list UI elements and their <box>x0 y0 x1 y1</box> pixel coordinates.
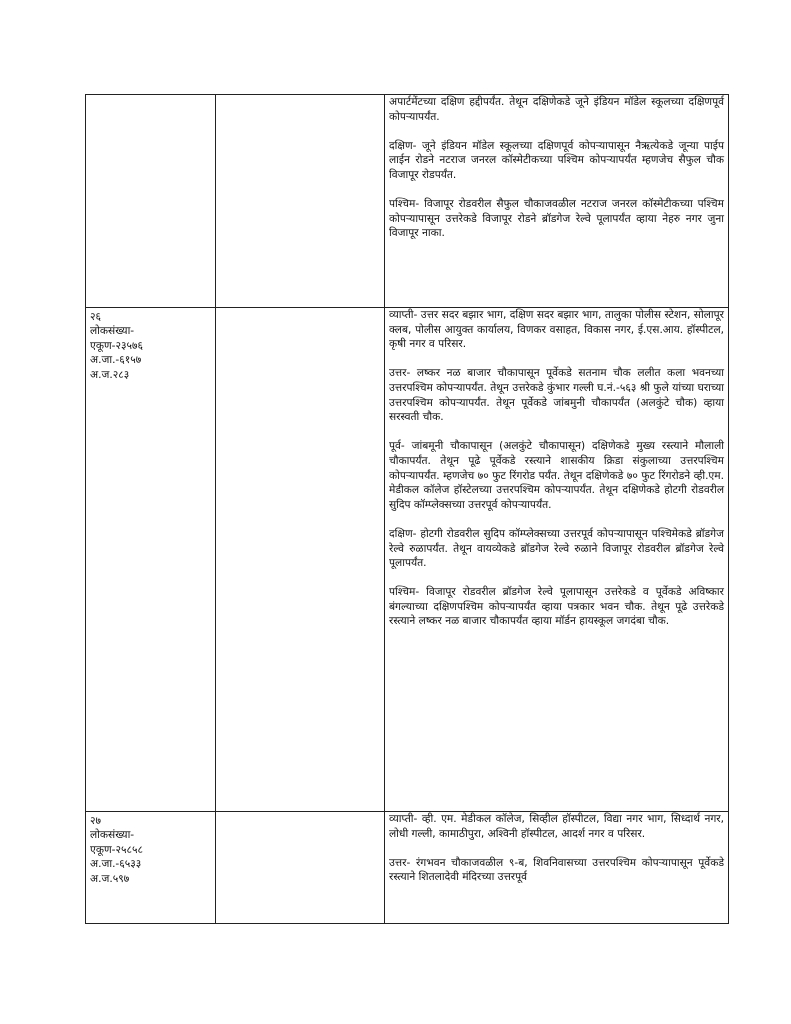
population-total: एकूण-२३५७६ <box>90 339 144 352</box>
boundary-text <box>385 812 728 885</box>
population-sc: अ.जा.-६१५७ <box>90 354 142 367</box>
empty-cell <box>216 308 385 812</box>
ward-cell <box>86 308 216 812</box>
table-row <box>86 95 729 308</box>
boundary-paragraph: पश्चिम- विजापूर रोडवरील सैफुल चौकाजवळील नटराज जनरल कॉस्मेटीकच्या पश्चिम कोपऱ्यापासून उत्तरेकडे विजापूर रोडने ब्रॉडगेज रेल्वे पूलापर्यंत व्हाया नेहरु नगर जुना विजापूर नाका. <box>389 198 724 240</box>
ward-number: २७ <box>90 815 102 827</box>
empty-cell <box>216 95 385 308</box>
boundary-paragraph: व्याप्ती- उत्तर सदर बझार भाग, दक्षिण सदर बझार भाग, तालुका पोलीस स्टेशन, सोलापूर क्लब, पोलीस आयुक्त कार्यालय, विणकर वसाहत, विकास नगर, ई.एस.आय. हॉस्पीटल, कृषी नगर व परिसर. <box>389 309 724 351</box>
ward-number: २६ <box>90 311 102 323</box>
ward-cell <box>86 95 216 308</box>
boundary-text <box>385 308 728 629</box>
empty-cell <box>216 812 385 924</box>
boundary-paragraph: दक्षिण- होटगी रोडवरील सुदिप कॉम्प्लेक्सच्या उत्तरपूर्व कोपऱ्यापासून पश्चिमेकडे ब्रॉडगेज रेल्वे रुळापर्यंत. तेथून वायव्येकडे ब्रॉडगेज रेल्वे रुळाने विजापूर रोडवरील ब्रॉडगेज रेल्वे पूलापर्यंत. <box>389 527 724 570</box>
boundary-paragraph: पश्चिम- विजापूर रोडवरील ब्रॉडगेज रेल्वे पूलापासून उत्तरेकडे व पूर्वेकडे अविष्कार बंगल्याच्या दक्षिणपश्चिम कोपऱ्यापर्यंत व्हाया पत्रकार भवन चौक. तेथून पूढे उत्तरेकडे रस्त्याने लष्कर नळ बाजार चौकापर्यंत व्हाया मॉर्डन हायस्कूल जगदंबा चौक. <box>389 586 724 628</box>
boundary-cell <box>385 95 729 308</box>
population-st: अ.ज.५९७ <box>90 872 130 885</box>
boundary-text <box>385 95 728 241</box>
population-total: एकूण-२५८५८ <box>90 843 144 856</box>
boundary-paragraph: दक्षिण- जूने इंडियन मॉडेल स्कूलच्या दक्षिणपूर्व कोपऱ्यापासून नैऋत्येकडे जून्या पाईप लाईन रोडने नटराज जनरल कॉस्मेटीकच्या पश्चिम कोपऱ्यापर्यंत म्हणजेच सैफुल चौक विजापूर रोडपर्यंत. <box>389 139 724 181</box>
population-label: लोकसंख्या- <box>90 829 135 842</box>
boundary-paragraph: उत्तर- रंगभवन चौकाजवळील ९-ब, शिवनिवासच्या उत्तरपश्चिम कोपऱ्यापासून पूर्वेकडे रस्त्याने शितलादेवी मंदिरच्या उत्तरपूर्व <box>389 856 724 884</box>
boundary-paragraph: व्याप्ती- व्ही. एम. मेडीकल कॉलेज, सिव्हील हॉस्पीटल, विद्या नगर भाग, सिध्दार्थ नगर, लोधी गल्ली, कामाठीपुरा, अश्विनी हॉस्पीटल, आदर्श नगर व परिसर. <box>389 813 724 840</box>
population-sc: अ.जा.-६५३३ <box>90 858 142 871</box>
table-row <box>86 812 729 924</box>
ward-info <box>86 95 215 97</box>
table-body <box>86 95 729 924</box>
population-st: अ.ज.२८३ <box>90 368 130 381</box>
table-row <box>86 308 729 812</box>
boundary-cell <box>385 308 729 812</box>
population-label: लोकसंख्या- <box>90 325 135 338</box>
ward-boundary-table <box>85 94 729 924</box>
boundary-paragraph: अपार्टमेंटच्या दक्षिण हद्दीपर्यंत. तेथून दक्षिणेकडे जूने इंडियन मॉडेल स्कूलच्या दक्षिणपूर्व कोपऱ्यापर्यंत. <box>389 96 724 123</box>
boundary-paragraph: उत्तर- लष्कर नळ बाजार चौकापासून पूर्वेकडे सतनाम चौक ललीत कला भवनच्या उत्तरपश्चिम कोपऱ्यापर्यंत. तेथून उत्तरेकडे कुंभार गल्ली घ.नं.-५६३ श्री फुले यांच्या घराच्या उत्तरपश्चिम कोपऱ्यापर्यंत. तेथून पूर्वेकडे जांबमुनी चौकापर्यंत (अलकुंटे चौक) व्हाया सरस्वती चौक. <box>389 367 724 424</box>
ward-info <box>86 812 215 886</box>
ward-info <box>86 308 215 382</box>
boundary-paragraph: पूर्व- जांबमूनी चौकापासून (अलकुंटे चौकापासून) दक्षिणेकडे मुख्य रस्त्याने मौलाली चौकापर्यंत. तेथून पूढे पूर्वेकडे रस्त्याने शासकीय क्रिडा संकुलाच्या उत्तरपश्चिम कोपऱ्यापर्यंत. म्हणजेच ७० फुट रिंगरोड पर्यंत. तेथून दक्षिणेकडे ७० फुट रिंगरोडने व्ही.एम. मेडीकल कॉलेज हॉस्टेलच्या उत्तरपश्चिम कोपऱ्यापर्यंत. तेथून दक्षिणेकडे होटगी रोडवरील सुदिप कॉम्प्लेक्सच्या उत्तरपूर्व कोपऱ्यापर्यंत. <box>389 440 724 511</box>
boundary-cell <box>385 812 729 924</box>
ward-cell <box>86 812 216 924</box>
